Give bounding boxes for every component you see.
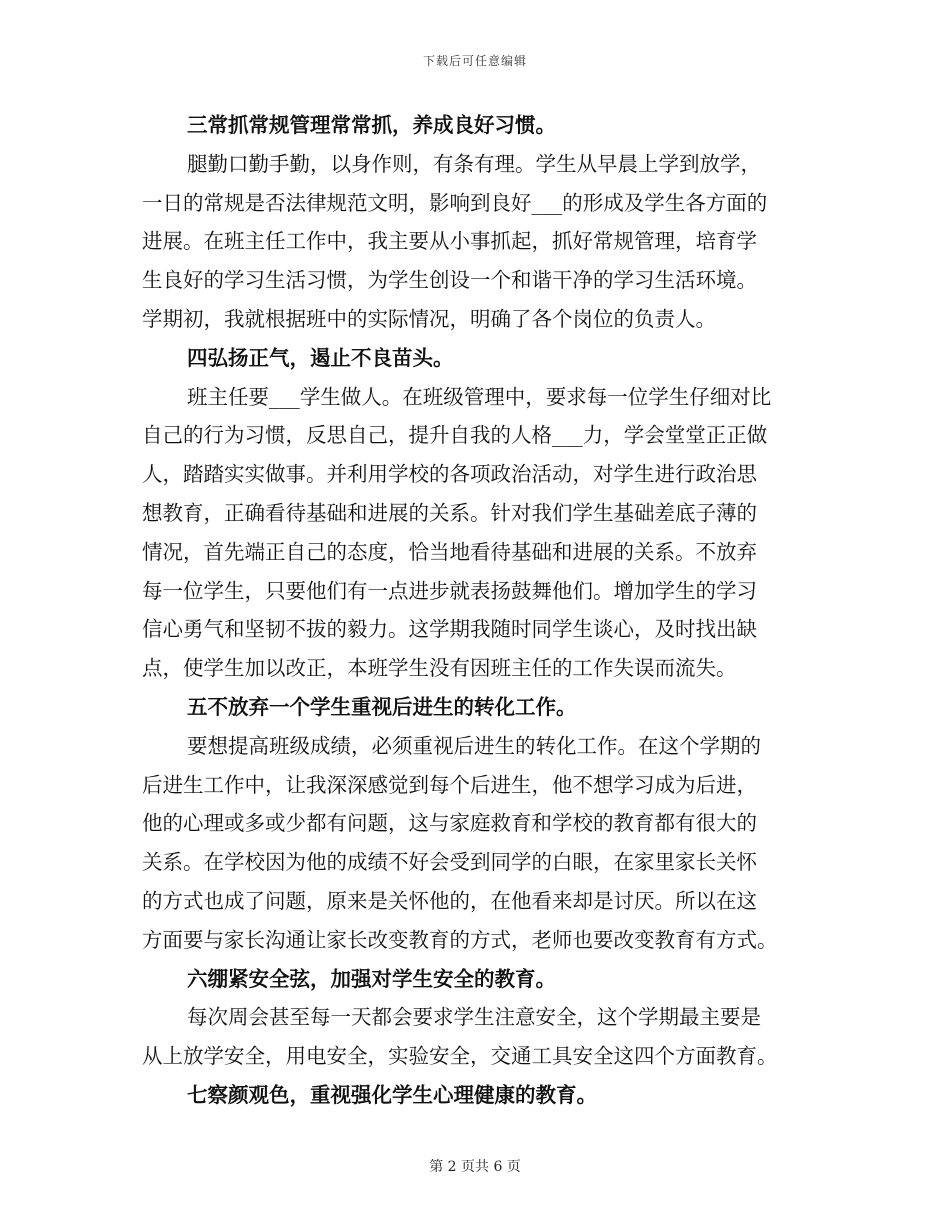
paragraph-line: 的方式也成了问题，原来是关怀他的，在他看来却是讨厌。所以在这 (142, 888, 757, 913)
paragraph-line: 每一位学生，只要他们有一点进步就表扬鼓舞他们。增加学生的学习 (142, 578, 757, 603)
section-heading-7: 七察颜观色，重视强化学生心理健康的教育。 (187, 1082, 597, 1107)
page-number: 第 2 页共 6 页 (429, 1159, 521, 1175)
section-heading-5: 五不放弃一个学生重视后进生的转化工作。 (187, 694, 577, 719)
document-body (142, 106, 810, 1115)
paragraph-line: 进展。在班主任工作中，我主要从小事抓起，抓好常规管理，培育学 (142, 229, 757, 254)
paragraph-line: 一日的常规是否法律规范文明，影响到良好___的形成及学生各方面的 (142, 190, 768, 215)
paragraph-line: 每次周会甚至每一天都会要求学生注意安全，这个学期最主要是 (187, 1005, 761, 1030)
paragraph-line: 人，踏踏实实做事。并利用学校的各项政治活动，对学生进行政治思 (142, 462, 757, 487)
paragraph-line: 情况，首先端正自己的态度，恰当地看待基础和进展的关系。不放弃 (142, 539, 757, 564)
section-heading-4: 四弘扬正气，遏止不良苗头。 (187, 345, 454, 370)
paragraph-line: 信心勇气和坚韧不拔的毅力。这学期我随时同学生谈心，及时找出缺 (142, 617, 757, 642)
section-heading-3: 三常抓常规管理常常抓，养成良好习惯。 (187, 113, 556, 137)
paragraph-line: 腿勤口勤手勤，以身作则，有条有理。学生从早晨上学到放学， (187, 151, 761, 176)
paragraph-line: 生良好的学习生活习惯，为学生创设一个和谐干净的学习生活环境。 (142, 268, 757, 293)
paragraph-line: 要想提高班级成绩，必须重视后进生的转化工作。在这个学期的 (187, 733, 761, 758)
paragraph-line: 他的心理或多或少都有问题，这与家庭救育和学校的教育都有很大的 (142, 811, 757, 836)
paragraph-line: 后进生工作中，让我深深感觉到每个后进生，他不想学习成为后进， (142, 772, 757, 797)
paragraph-line: 班主任要___学生做人。在班级管理中，要求每一位学生仔细对比 (187, 384, 772, 409)
paragraph-line: 自己的行为习惯，反思自己，提升自我的人格___力，学会堂堂正正做 (142, 423, 768, 448)
section-heading-6: 六绷紧安全弦，加强对学生安全的教育。 (187, 966, 556, 991)
paragraph-line: 方面要与家长沟通让家长改变教育的方式，老师也要改变教育有方式。 (142, 927, 778, 952)
paragraph-line: 从上放学安全，用电安全，实验安全，交通工具安全这四个方面教育。 (142, 1044, 778, 1069)
paragraph-line: 点，使学生加以改正，本班学生没有因班主任的工作失误而流失。 (142, 656, 737, 681)
page-header-note: 下载后可任意编辑 (422, 54, 527, 68)
paragraph-line: 想教育，正确看待基础和进展的关系。针对我们学生基础差底子薄的 (142, 500, 757, 525)
paragraph-line: 学期初，我就根据班中的实际情况，明确了各个岗位的负责人。 (142, 306, 716, 331)
paragraph-line: 关系。在学校因为他的成绩不好会受到同学的白眼，在家里家长关怀 (142, 850, 757, 875)
